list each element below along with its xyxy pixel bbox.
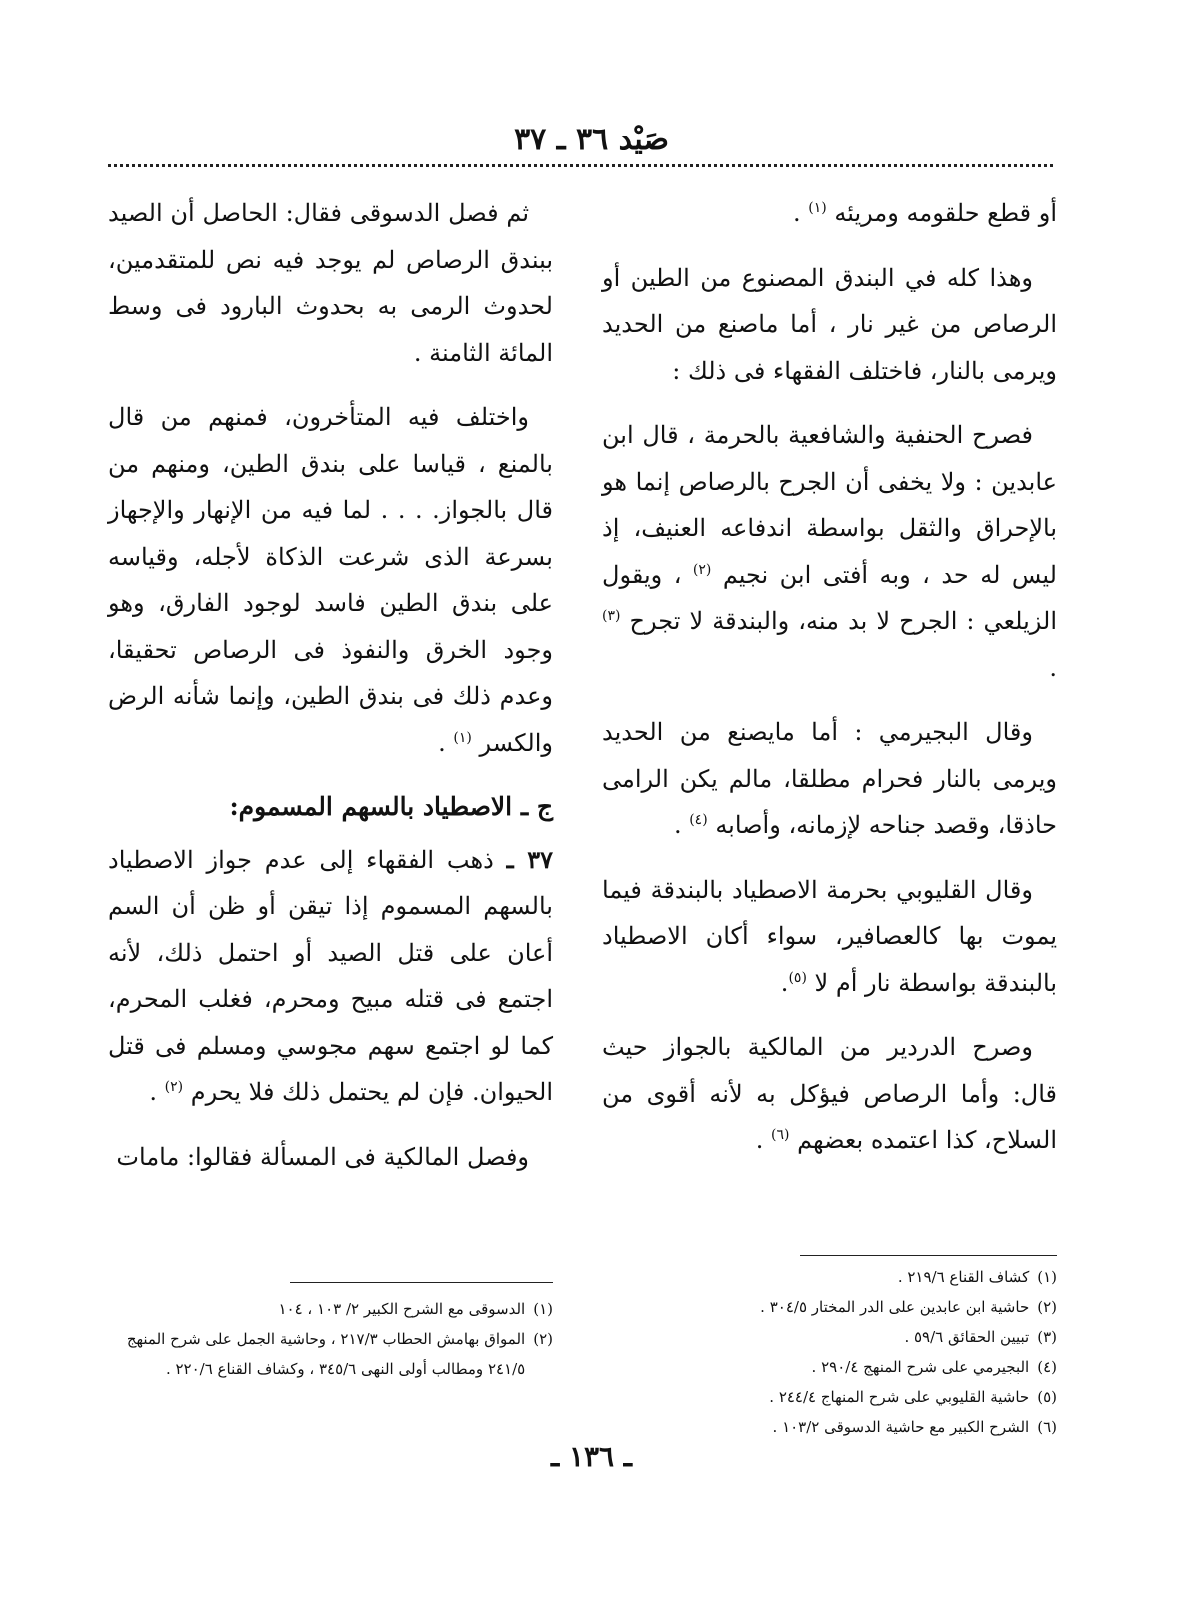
header-dotted-rule [108,164,1053,167]
left-paragraph-1: ثم فصل الدسوقى فقال: الحاصل أن الصيد ببندق الرصاص لم يوجد فيه نص للمتقدمين، لحدوث الرمى به بحدوث البارود فى وسط المائة الثامنة . [108,199,553,367]
footnote-ref[interactable]: (٦) [770,1127,790,1143]
footnote-item: (٤) البجيرمي على شرح المنهج ٢٩٠/٤ . [811,1358,1057,1376]
right-column [602,190,1057,1182]
footnote-item: (٢) حاشية ابن عابدين على الدر المختار ٣٠٤/٥ . [760,1298,1057,1316]
footnote-item: (٢) المواق بهامش الحطاب ٢١٧/٣ ، وحاشية الجمل على شرح المنهج ٢٤١/٥ ومطالب أولى النهى ٣٤٥/٦ ، وكشاف القناع ٢٢٠/٦ . [126,1330,553,1378]
right-paragraph-5: وقال القليوبي بحرمة الاصطياد بالبندقة فيما يموت بها كالعصافير، سواء أكان الاصطياد بالبندقة بواسطة نار أم لا $^{(٥)}$. [602,875,1057,997]
footnotes-left [108,1294,553,1384]
right-paragraph-6: وصرح الدردير من المالكية بالجواز حيث قال: وأما الرصاص فيؤكل به لأنه أقوى من السلاح، كذا اعتمده بعضهم $^{(٦)}$ . [602,1033,1057,1154]
page-header-title: صَيْد ٣٦ ـ ٣٧ [514,122,669,157]
right-paragraph-2: وهذا كله في البندق المصنوع من الطين أو الرصاص من غير نار ، أما ماصنع من الحديد ويرمى بالنار، فاختلف الفقهاء فى ذلك : [602,263,1057,385]
left-column [108,190,553,1198]
left-paragraph-4: وفصل المالكية فى المسألة فقالوا: مامات [116,1142,529,1171]
page-number: ـ ١٣٦ ـ [550,1440,633,1473]
footnote-rule-left [290,1282,553,1283]
footnote-ref[interactable]: (١) [808,200,827,216]
right-paragraph-1: أو قطع حلقومه ومريئه $^{(١)}$ . [793,199,1057,227]
footnote-item: (١) الدسوقى مع الشرح الكبير ٢/ ١٠٣ ، ١٠٤ [278,1300,553,1318]
left-paragraph-2: واختلف فيه المتأخرون، فمنهم من قال بالمنع ، قياسا على بندق الطين، ومنهم من قال بالجواز. . . . لما فيه من الإنهار والإجهاز بسرعة الذى شرعت الذكاة لأجله، وقياسه على بندق الطين فاسد لوجود الفارق، وهو وجود الخرق والنفوذ فى الرصاص تحقيقا، وعدم ذلك فى بندق الطين، وإنما شأنه الرض والكسر $^{(١)}$ . [108,403,553,757]
footnote-ref[interactable]: (٣) [602,608,621,624]
footnote-rule-right [800,1255,1057,1256]
footnote-ref[interactable]: (١) [453,729,472,746]
footnote-ref[interactable]: (٢) [164,1079,184,1095]
footnotes-right [602,1262,1057,1442]
right-paragraph-4: وقال البجيرمي : أما مايصنع من الحديد ويرمى بالنار فحرام مطلقا، مالم يكن الرامى حاذقا، وقصد جناحه لإزمانه، وأصابه $^{(٤)}$ . [602,718,1057,839]
footnote-item: (٥) حاشية القليوبي على شرح المنهاج ٢٤٤/٤ . [769,1388,1057,1406]
footnote-item: (١) كشاف القناع ٢١٩/٦ . [897,1268,1057,1286]
footnote-item: (٣) تبيين الحقائق ٥٩/٦ . [904,1328,1057,1346]
footnote-ref[interactable]: (٥) [788,969,807,986]
paragraph-number: ٣٧ ـ [506,844,553,874]
section-heading: ج ـ الاصطياد بالسهم المسموم: [229,792,553,821]
footnote-ref[interactable]: (٤) [689,812,708,828]
right-paragraph-3: فصرح الحنفية والشافعية بالحرمة ، قال ابن عابدين : ولا يخفى أن الجرح بالرصاص إنما هو بالإحراق والثقل بواسطة اندفاعه العنيف، إذ ليس له حد ، وبه أفتى ابن نجيم $^{(٢)}$ ، ويقول الزيلعي : الجرح لا بد منه، والبندقة لا تجرح $^{(٣)}$ . [602,421,1057,682]
footnote-item: (٦) الشرح الكبير مع حاشية الدسوقى ١٠٣/٢ . [772,1418,1057,1436]
left-paragraph-3: ٣٧ ـ ذهب الفقهاء إلى عدم جواز الاصطياد بالسهم المسموم إذا تيقن أو ظن أن السم أعان على قتل الصيد أو احتمل ذلك، لأنه اجتمع فى قتله مبيح ومحرم، فغلب المحرم، كما لو اجتمع سهم مجوسي ومسلم فى قتل الحيوان. فإن لم يحتمل ذلك فلا يحرم $^{(٢)}$ . [108,844,553,1106]
footnote-ref[interactable]: (٢) [692,561,712,578]
